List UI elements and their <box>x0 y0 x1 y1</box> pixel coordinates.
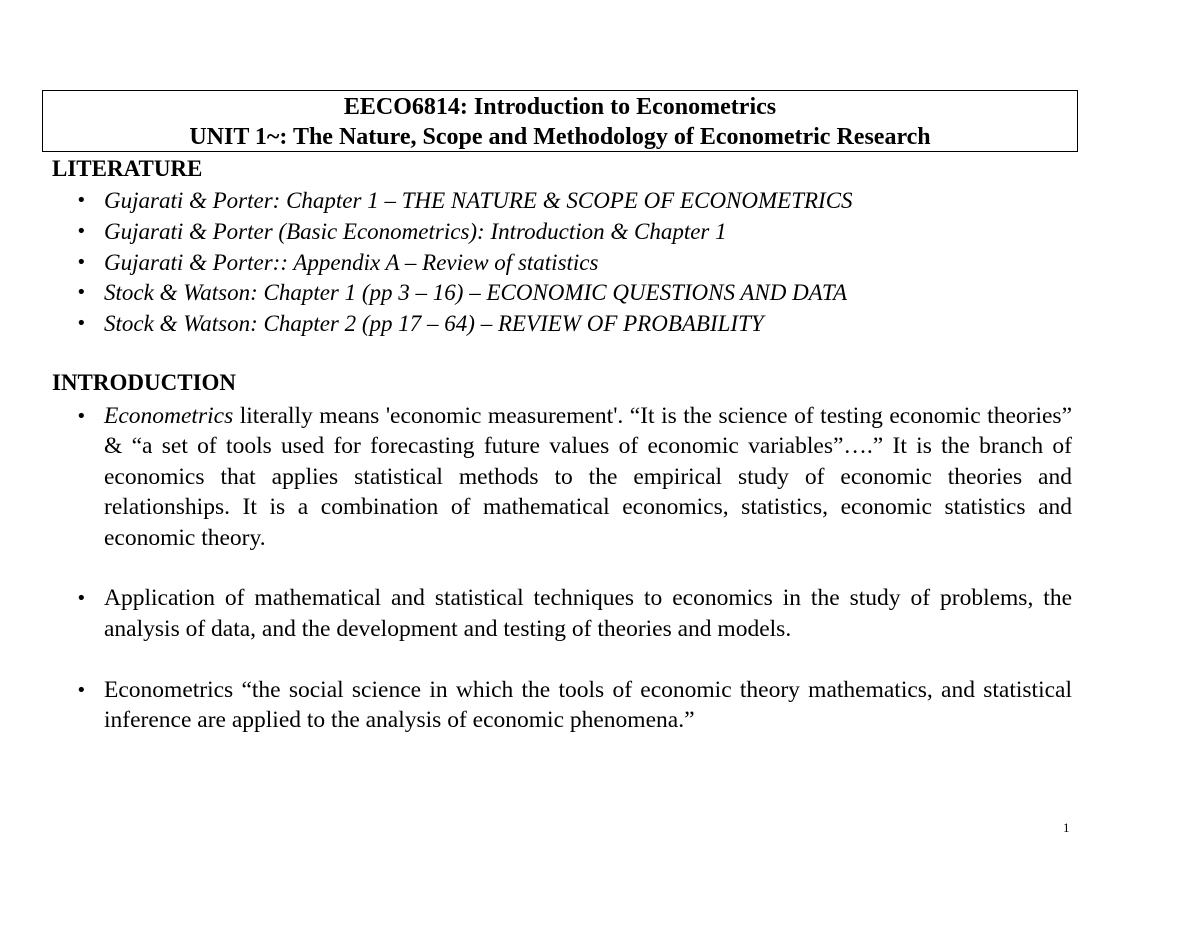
bullet-icon: • <box>76 220 87 242</box>
literature-item-text: Gujarati & Porter: Chapter 1 – THE NATURE & SCOPE OF ECONOMETRICS <box>104 188 853 213</box>
literature-item-text: Stock & Watson: Chapter 1 (pp 3 – 16) – ECONOMIC QUESTIONS AND DATA <box>104 280 848 306</box>
introduction-list <box>74 401 1072 766</box>
econometrics-term: Econometrics <box>104 403 234 429</box>
unit-title: UNIT 1~: The Nature, Scope and Methodology of Econometric Research <box>189 124 931 150</box>
introduction-item <box>74 583 1072 644</box>
bullet-icon: • <box>76 313 87 335</box>
introduction-item-text: Econometrics “the social science in which the tools of economic theory mathematics, and statistical inference are applied to the analysis of economic phenomena.” <box>104 676 1072 734</box>
course-title: EECO6814: Introduction to Econometrics <box>343 94 777 120</box>
title-box <box>42 90 1078 152</box>
literature-item-text: Stock & Watson: Chapter 2 (pp 17 – 64) – REVIEW OF PROBABILITY <box>104 311 764 337</box>
introduction-item-text: literally means 'economic measurement'. “It is the science of testing economic theories” & “a set of tools used for forecasting future values of economic variables”….” It is the branch of economics that applies statistical methods to the empirical study of economic theories and relationships. It is a combination of mathematical economics, statistics, economic statistics and economic theory. <box>104 403 1072 551</box>
literature-item-text: Gujarati & Porter:: Appendix A – Review of statistics <box>104 249 599 275</box>
literature-item <box>74 248 1074 279</box>
bullet-icon: • <box>76 679 87 701</box>
literature-item-text: Gujarati & Porter (Basic Econometrics): Introduction & Chapter 1 <box>104 218 727 244</box>
introduction-item <box>74 675 1072 736</box>
literature-item <box>74 186 1074 217</box>
literature-item <box>74 278 1074 309</box>
page-number: 1 <box>1063 820 1070 835</box>
literature-item <box>74 217 1074 248</box>
bullet-icon: • <box>76 190 87 211</box>
introduction-item-text: Application of mathematical and statistical techniques to economics in the study of problems, the analysis of data, and the development and testing of theories and models. <box>104 585 1072 642</box>
bullet-icon: • <box>76 282 87 304</box>
literature-list <box>74 186 1074 340</box>
introduction-heading: INTRODUCTION <box>52 370 237 395</box>
introduction-item <box>74 401 1072 553</box>
bullet-icon: • <box>76 251 87 273</box>
bullet-icon: • <box>76 588 87 610</box>
literature-heading: LITERATURE <box>52 156 203 181</box>
bullet-icon: • <box>76 406 87 427</box>
literature-item <box>74 309 1074 340</box>
